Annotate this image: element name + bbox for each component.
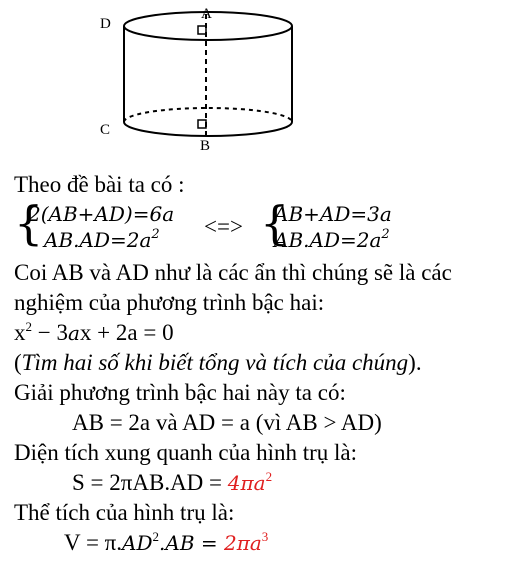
bottom-back <box>124 108 292 122</box>
text-line-11: Thể tích của hình trụ là: <box>14 500 235 525</box>
text-line-7: Giải phương trình bậc hai này ta có: <box>14 380 346 405</box>
label-a: A <box>201 6 212 22</box>
bottom-front <box>124 122 292 136</box>
brace-left: { <box>14 196 44 250</box>
cylinder-diagram <box>88 4 298 154</box>
volume-formula: $V = \pi.AD^2.AB = 2\pi a^3$ <box>64 529 269 555</box>
quadratic-equation: $x^2 - 3ax + 2a = 0$ <box>14 319 174 345</box>
text-line-3: Coi AB và AD như là các ẩn thì chúng sẽ là các <box>14 260 452 285</box>
brace-right: { <box>260 196 290 250</box>
right-angle-bottom <box>198 120 206 128</box>
text-line-4: nghiệm của phương trình bậc hai: <box>14 290 325 315</box>
equation-systems <box>14 198 514 256</box>
text-line-9: Diện tích xung quanh của hình trụ là: <box>14 440 358 465</box>
sys1-row1: 2(AB+AD)=6a <box>28 202 175 226</box>
solution-line: AB = 2a và AD = a (vì AB > AD) <box>72 410 382 435</box>
intro-line: Theo đề bài ta có : <box>14 172 185 197</box>
area-formula: $S = 2\pi AB.AD = 4\pi a^2$ <box>72 469 273 495</box>
sys2-row2: $AB.AD=2a^2$ <box>274 227 390 252</box>
sys2-row1: AB+AD=3a <box>274 202 392 226</box>
equivalence-symbol: <=> <box>204 214 243 239</box>
label-b: B <box>200 138 211 154</box>
hint-line: (Tìm hai số khi biết tổng và tích của chúng). <box>14 350 422 375</box>
sys1-row2: $AB.AD=2a^2$ <box>44 227 160 252</box>
label-d: D <box>100 16 111 32</box>
label-c: C <box>100 122 111 138</box>
right-angle-top <box>198 26 206 34</box>
